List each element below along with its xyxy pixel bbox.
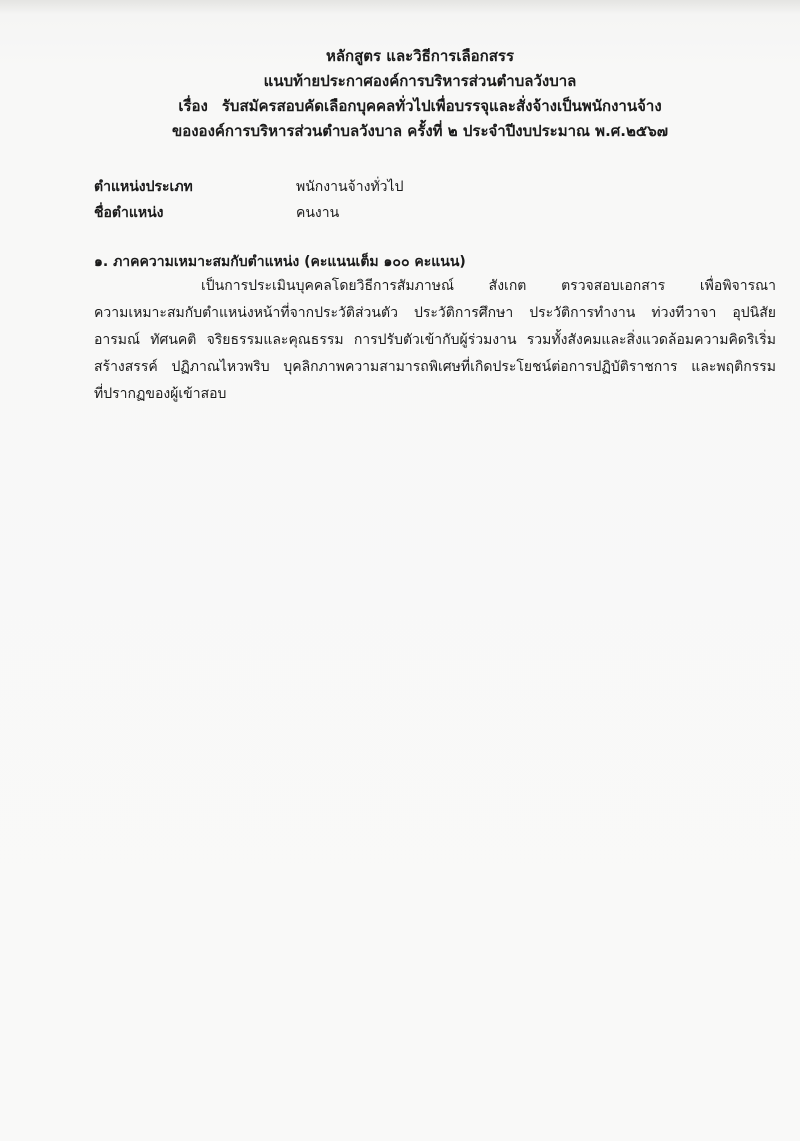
scan-edge-shadow [0,0,800,14]
field-label: ตำแหน่งประเภท [94,179,193,195]
paragraph-phrase: จริยธรรมและคุณธรรม [206,332,344,348]
field-row-position-name [94,200,403,226]
paragraph-phrase: ประวัติการศึกษา [413,305,514,321]
subject-label: เรื่อง [178,97,208,115]
paragraph-line [94,300,776,327]
header-subject-line [150,94,690,119]
paragraph-phrase: การปรับตัวเข้ากับผู้ร่วมงาน [353,332,517,348]
paragraph-phrase: รวมทั้งสังคมและสิ่งแวดล้อมความคิดริเริ่ม [526,332,776,348]
subject-text: รับสมัครสอบคัดเลือกบุคคลทั่วไปเพื่อบรรจุและสั่งจ้างเป็นพนักงานจ้าง [221,97,662,115]
paragraph-phrase: ตรวจสอบเอกสาร [561,278,666,294]
field-row-position-type [94,174,403,200]
paragraph-phrase: สังเกต [488,278,527,294]
paragraph-phrase: ประวัติการทำงาน [529,305,636,321]
paragraph-phrase: ที่ปรากฏของผู้เข้าสอบ [94,386,227,402]
header-title-line-2: แนบท้ายประกาศองค์การบริหารส่วนตำบลวังบาล [263,72,577,90]
paragraph-phrase: ท่วงทีวาจา [651,305,717,321]
section-1-heading: ๑. ภาคความเหมาะสมกับตำแหน่ง (คะแนนเต็ม ๑๐๐ คะแนน) [94,254,466,270]
field-value: คนงาน [296,205,340,221]
paragraph-phrase: ปฏิภาณไหวพริบ [171,359,270,375]
header-title-line-4: ขององค์การบริหารส่วนตำบลวังบาล ครั้งที่ ๒ ประจำปีงบประมาณ พ.ศ.๒๕๖๗ [171,122,669,140]
paragraph-phrase: ทัศนคติ [150,332,197,348]
header-title-line-1: หลักสูตร และวิธีการเลือกสรร [325,47,515,65]
paragraph-line [94,381,776,408]
paragraph-phrase: เป็นการประเมินบุคคลโดยวิธีการสัมภาษณ์ [201,278,454,294]
field-label: ชื่อตำแหน่ง [94,205,164,221]
paragraph-phrase: และพฤติกรรม [691,359,776,375]
field-value: พนักงานจ้างทั่วไป [296,179,404,195]
paragraph-line [94,327,776,354]
paragraph-phrase: ความเหมาะสมกับตำแหน่งหน้าที่จากประวัติส่วนตัว [94,305,398,321]
section-1-body [94,273,776,408]
paragraph-line [94,354,776,381]
paragraph-phrase: สร้างสรรค์ [94,359,158,375]
paragraph-phrase: บุคลิกภาพความสามารถพิเศษที่เกิดประโยชน์ต่อการปฏิบัติราชการ [283,359,678,375]
paragraph-phrase: อารมณ์ [94,332,141,348]
paragraph-phrase: เพื่อพิจารณา [699,278,776,294]
document-header [150,44,690,144]
paragraph-phrase: อุปนิสัย [732,305,776,321]
position-fields [94,174,403,226]
paragraph-line [94,273,776,300]
